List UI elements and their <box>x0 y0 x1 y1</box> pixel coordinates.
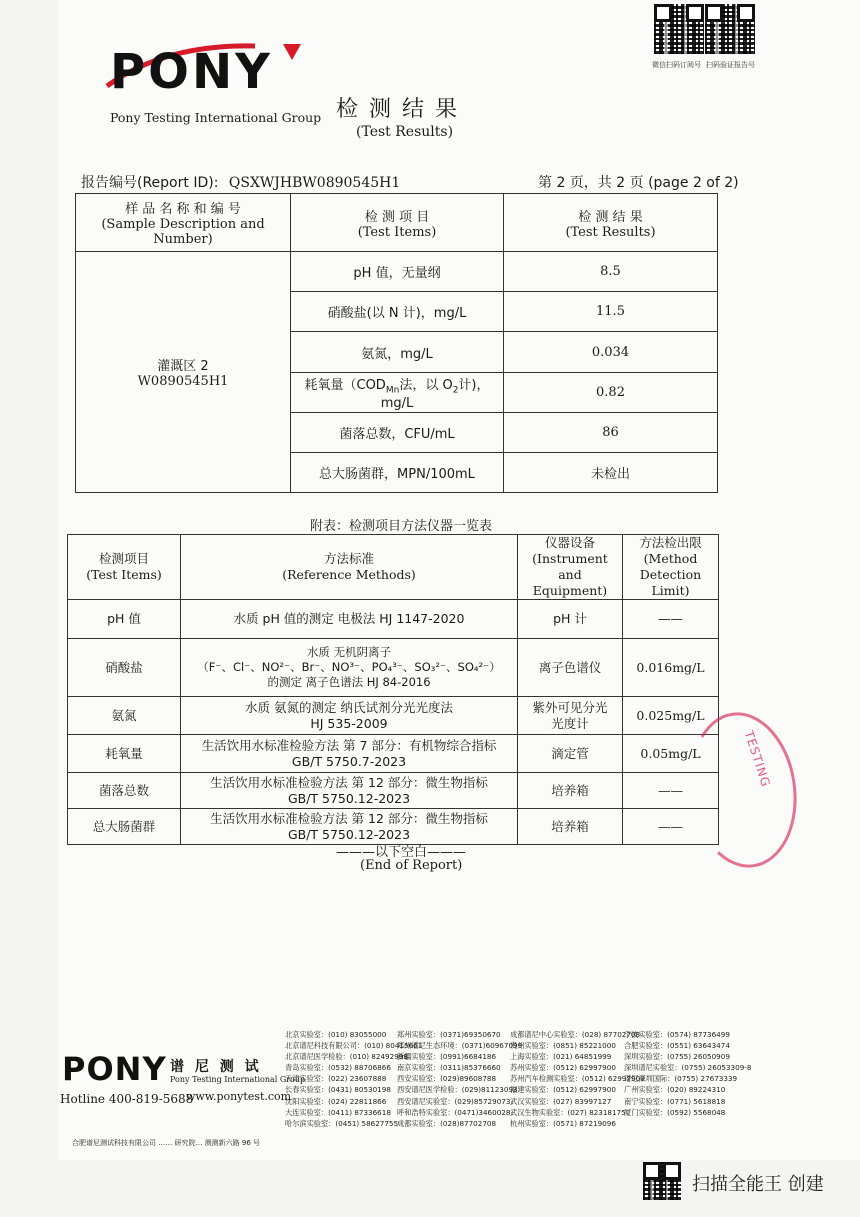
scanner-qr-icon <box>643 1162 681 1200</box>
appendix-limit: —— <box>623 773 719 809</box>
method-line: GB/T 5750.7-2023 <box>291 753 407 769</box>
appendix-limit: 0.025mg/L <box>623 697 719 735</box>
lab-line: 广州实验室：(020) 89224310 <box>624 1085 726 1095</box>
scanner-watermark: 扫描全能王 创建 <box>692 1174 824 1195</box>
method-line: 生活饮用水标准检验方法 第 7 部分：有机物综合指标 <box>201 737 497 753</box>
qr-caption-left: 微信扫码订阅号 <box>652 61 701 69</box>
appendix-limit: —— <box>623 809 719 845</box>
lab-line: 成都谱尼中心实验室：(028) 87702708 <box>510 1030 641 1039</box>
lab-line: 深圳实验室：(0755) 26050909 <box>624 1052 730 1062</box>
verify-qr-code-icon <box>705 4 755 54</box>
sample-code: W0890545H1 <box>137 374 229 389</box>
method-line: （F⁻、Cl⁻、NO²⁻、Br⁻、NO³⁻、PO₄³⁻、SO₃²⁻、SO₄²⁻） <box>197 660 501 675</box>
header-items <box>291 194 504 252</box>
test-item: 硝酸盐(以 N 计)，mg/L <box>291 292 504 332</box>
method-line: 的测定 离子色谱法 HJ 84-2016 <box>267 674 431 689</box>
end-of-report: (End of Report) <box>360 858 463 873</box>
appendix-header-limit <box>623 535 719 600</box>
footer-bottom-line: 合肥谱尼测试科技有限公司 …… 研究院… 测测新六路 96 号 <box>72 1139 261 1147</box>
lab-line: 沈阳实验室：(024) 22811866 <box>285 1096 387 1106</box>
appendix-title: 附表：检测项目方法仪器一览表 <box>310 519 493 534</box>
lab-line: 郑州实验室：(0371)69350670 <box>397 1030 501 1039</box>
lab-line: 呼和浩特实验室：(0471)3460028 <box>397 1107 511 1117</box>
footer-brand-en: Pony Testing International Group <box>170 1075 306 1084</box>
test-result: 8.5 <box>504 252 718 292</box>
header-items-cn: 检 测 项 目 <box>364 209 430 225</box>
appendix-table <box>67 534 719 845</box>
appendix-instrument: 培养箱 <box>518 773 623 809</box>
instrument-line: 紫外可见分光 <box>532 699 608 715</box>
report-id <box>81 172 400 192</box>
header-results-en: (Test Results) <box>565 224 656 240</box>
appendix-row <box>68 639 719 697</box>
test-item: 菌落总数，CFU/mL <box>291 413 504 453</box>
stamp-text: TESTING <box>741 728 774 790</box>
report-id-value: QSXWJHBW0890545H1 <box>228 175 401 191</box>
appendix-header-row <box>68 535 719 600</box>
lab-line: 哈尔滨实验室：(0451) 58627755 <box>285 1118 399 1128</box>
cod-sub2: 2 <box>452 385 459 396</box>
page-number: 第 2 页，共 2 页 (page 2 of 2) <box>538 175 739 191</box>
ah-instr-en: (Instrument and Equipment) <box>532 551 608 598</box>
ah-limit-en: (Method Detection Limit) <box>639 551 702 598</box>
lab-line: 杭州实验室：(0571) 87219096 <box>510 1118 616 1128</box>
header-results <box>504 194 718 252</box>
method-line: GB/T 5750.12-2023 <box>287 826 411 842</box>
lab-line: 北京谱尼医学检验：(010) 82492998 <box>285 1052 408 1062</box>
test-item: 氨氮，mg/L <box>291 332 504 373</box>
lab-line: 西安谱尼医学检验：(029)81123093 <box>397 1085 518 1095</box>
ah-items-en: (Test Items) <box>86 567 162 582</box>
header-results-cn: 检 测 结 果 <box>578 209 643 225</box>
lab-line: 青岛实验室：(0532) 88706866 <box>285 1063 391 1073</box>
appendix-header-items <box>68 535 181 600</box>
test-item: 总大肠菌群，MPN/100mL <box>291 453 504 493</box>
page-subtitle: (Test Results) <box>356 124 454 140</box>
appendix-item: 菌落总数 <box>68 773 181 809</box>
appendix-row <box>68 600 719 639</box>
lab-line: 福建实验室：(0512) 62997900 <box>510 1085 616 1095</box>
lab-line: 郑州谱尼生态环境：(0371)60967099 <box>397 1041 523 1051</box>
lab-line: 深圳谱尼实验室：(0755) 26053309-8 <box>624 1063 752 1073</box>
lab-line: 苏州汽车检测实验室：(0512) 62997900 <box>510 1074 645 1084</box>
report-id-label: 报告编号(Report ID): <box>81 175 219 191</box>
lab-line: 武汉实验室：(027) 83997127 <box>510 1096 612 1106</box>
cod-part: 耗氧量（COD <box>304 378 386 394</box>
labs-col-2 <box>397 1029 522 1129</box>
table-row <box>76 252 718 292</box>
appendix-instrument: 离子色谱仪 <box>518 639 623 697</box>
test-result: 未检出 <box>504 453 718 493</box>
appendix-limit: —— <box>623 600 719 639</box>
page-title: 检 测 结 果 <box>336 97 459 122</box>
header-sample <box>76 194 291 252</box>
lab-line: 宁波实验室：(0574) 87736499 <box>624 1030 730 1039</box>
appendix-method: 水质 pH 值的测定 电极法 HJ 1147-2020 <box>181 600 518 639</box>
appendix-row <box>68 809 719 845</box>
instrument-line: 光度计 <box>551 715 589 731</box>
appendix-header-instrument <box>518 535 623 600</box>
lab-line: 大连实验室：(0411) 87336618 <box>285 1107 391 1117</box>
lab-line: 贵州实验室：(0851) 85221000 <box>510 1041 616 1051</box>
method-line: HJ 535-2009 <box>310 715 388 731</box>
test-result: 0.034 <box>504 332 718 373</box>
footer-brand-cn: 谱 尼 测 试 <box>170 1059 262 1075</box>
labs-col-4 <box>624 1029 751 1118</box>
ah-instr-cn: 仪器设备 <box>544 535 595 550</box>
lab-line: 西安谱尼实验室：(029)85729073 <box>397 1096 511 1106</box>
end-marker: ———以下空白——— <box>336 845 467 860</box>
lab-line: 北京实验室：(010) 83055000 <box>285 1030 387 1039</box>
lab-line: 合肥实验室：(0551) 63643474 <box>624 1041 730 1051</box>
test-item: pH 值，无量纲 <box>291 252 504 292</box>
cod-tail: 法，以 O <box>399 378 453 394</box>
lab-line: 上海实验室：(021) 64851999 <box>510 1052 612 1062</box>
appendix-item: 耗氧量 <box>68 735 181 773</box>
test-result: 86 <box>504 413 718 453</box>
lab-line: 天津实验室：(022) 23607888 <box>285 1074 387 1084</box>
ah-limit-cn: 方法检出限 <box>639 535 702 550</box>
lab-line: 苏州实验室：(0512) 62997900 <box>510 1063 616 1073</box>
appendix-item: pH 值 <box>68 600 181 639</box>
lab-line: 成都实验室：(028)87702708 <box>397 1118 497 1128</box>
method-line: 水质 无机阴离子 <box>306 645 392 660</box>
method-line: 生活饮用水标准检验方法 第 12 部分：微生物指标 <box>210 774 488 790</box>
appendix-item: 硝酸盐 <box>68 639 181 697</box>
appendix-method <box>181 639 518 697</box>
appendix-row <box>68 735 719 773</box>
lab-line: 长春实验室：(0431) 80530198 <box>285 1085 391 1095</box>
lab-line: 西安实验室：(029)89608788 <box>397 1074 497 1084</box>
appendix-method <box>181 773 518 809</box>
ah-methods-en: (Reference Methods) <box>282 567 416 582</box>
appendix-method <box>181 809 518 845</box>
lab-line: 谱尼深圳国际：(0755) 27673339 <box>624 1074 738 1084</box>
wechat-qr-code-icon <box>654 4 704 54</box>
method-line: 生活饮用水标准检验方法 第 12 部分：微生物指标 <box>210 810 488 826</box>
lab-line: 厦门实验室：(0592) 5568048 <box>624 1107 726 1117</box>
qr-caption-right: 扫码验证报告号 <box>706 61 755 69</box>
test-item-cod <box>291 373 504 413</box>
results-table <box>75 193 718 493</box>
logo-subtitle: Pony Testing International Group <box>110 110 322 125</box>
method-line: 水质 氨氮的测定 纳氏试剂分光光度法 <box>245 699 453 715</box>
ah-methods-cn: 方法标准 <box>323 551 374 566</box>
ah-items-cn: 检测项目 <box>98 551 149 566</box>
test-result: 11.5 <box>504 292 718 332</box>
footer-logo: PONY <box>62 1050 167 1088</box>
header-sample-cn: 样 品 名 称 和 编 号 <box>125 202 241 217</box>
appendix-header-methods <box>181 535 518 600</box>
results-header-row <box>76 194 718 252</box>
method-line: GB/T 5750.12-2023 <box>287 790 411 806</box>
appendix-row <box>68 697 719 735</box>
appendix-item: 氨氮 <box>68 697 181 735</box>
footer-brand <box>58 1028 306 1148</box>
header-sample-en: (Sample Description and Number) <box>101 217 265 247</box>
hotline: Hotline 400-819-5688 <box>60 1092 194 1106</box>
cod-end: 计)，mg/L <box>380 378 490 411</box>
appendix-method <box>181 735 518 773</box>
cod-sub: Mn <box>385 385 400 396</box>
sample-cell <box>76 252 291 493</box>
appendix-instrument: pH 计 <box>518 600 623 639</box>
appendix-limit: 0.05mg/L <box>623 735 719 773</box>
website: www.ponytest.com <box>186 1090 292 1103</box>
lab-line: 南宁实验室：(0771) 5618818 <box>624 1096 726 1106</box>
appendix-instrument: 滴定管 <box>518 735 623 773</box>
sample-name: 灌溉区 2 <box>157 359 209 374</box>
logo-brand: PONY <box>110 44 273 100</box>
header-items-en: (Test Items) <box>357 224 437 240</box>
lab-line: 南京实验室：(0311)85376660 <box>397 1063 501 1073</box>
appendix-instrument <box>518 697 623 735</box>
lab-line: 武汉生物实验室：(027) 82318175 <box>510 1107 626 1117</box>
appendix-item: 总大肠菌群 <box>68 809 181 845</box>
appendix-limit: 0.016mg/L <box>623 639 719 697</box>
lab-line: 北京谱尼科技有限公司：(010) 80415661 <box>285 1041 423 1051</box>
appendix-row <box>68 773 719 809</box>
test-result: 0.82 <box>504 373 718 413</box>
appendix-instrument: 培养箱 <box>518 809 623 845</box>
lab-line: 新疆实验室：(0991)6684186 <box>397 1052 497 1062</box>
appendix-method <box>181 697 518 735</box>
